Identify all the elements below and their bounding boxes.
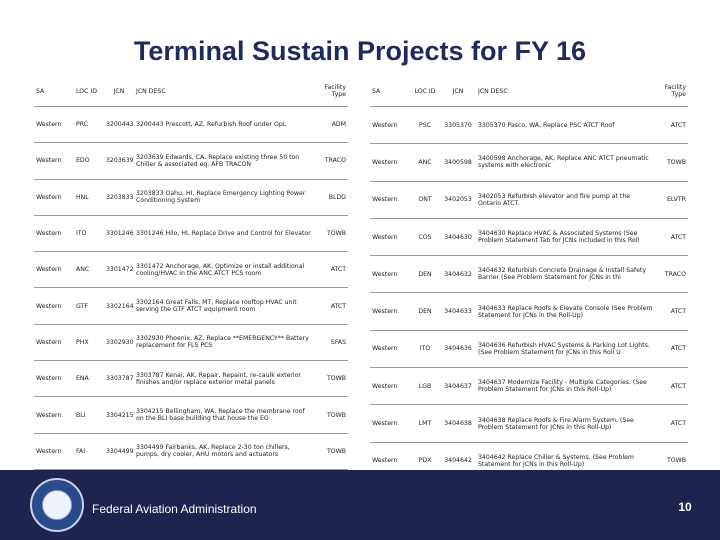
cell-jcn: 3305370 (444, 121, 472, 129)
cell-sa: Western (36, 302, 62, 310)
table-row (370, 293, 688, 330)
cell-jcn-desc: 3404638 Replace Roofs & Fire Alarm System. (See Problem Statement for JCNs in this Roll-Up) (478, 416, 634, 431)
cell-sa: Western (36, 411, 62, 419)
table-row (34, 252, 348, 288)
cell-loc-id: GTF (76, 302, 88, 310)
table-header-row (34, 76, 348, 107)
cell-sa: Western (36, 121, 62, 129)
header-loc-id: LOC ID (414, 87, 436, 95)
cell-sa: Western (372, 270, 398, 278)
cell-loc-id: ITO (76, 230, 87, 238)
table-row (34, 107, 348, 143)
cell-facility-type: TOWB (326, 411, 346, 419)
cell-facility-type: ATCT (670, 420, 686, 428)
table-row (34, 324, 348, 360)
header-jcn: JCN (113, 87, 125, 95)
cell-jcn-desc: 3203639 Edwards, CA, Replace existing three 50 ton Chiller & associated eq. AFB TRACON (136, 153, 300, 168)
cell-sa: Western (372, 308, 398, 316)
agency-name: Federal Aviation Administration (92, 502, 257, 516)
cell-loc-id: BLI (76, 411, 86, 419)
cell-jcn-desc: 3304499 Fairbanks, AK, Replace 2-30 ton chillers, pumps, dry cooler, AHU motors and actuators (136, 444, 290, 459)
cell-facility-type: SFAS (330, 338, 346, 346)
cell-facility-type: TRACO (664, 270, 686, 278)
page-number: 10 (678, 500, 692, 514)
table-row (34, 143, 348, 179)
cell-facility-type: ATCT (330, 302, 346, 310)
cell-sa: Western (372, 158, 398, 166)
table-row (370, 256, 688, 293)
cell-sa: Western (36, 447, 62, 455)
cell-sa: Western (36, 193, 62, 201)
cell-jcn-desc: 3404642 Replace Chiller & Systems. (See Problem Statement for JCNs in this Roll-Up) (478, 453, 634, 468)
cell-facility-type: TOWB (326, 230, 346, 238)
cell-sa: Western (36, 375, 62, 383)
cell-jcn-desc: 3302930 Phoenix, AZ, Replace **EMERGENCY** Battery replacement for FLS PCS (136, 335, 309, 350)
cell-facility-type: TRACO (324, 157, 346, 165)
cell-jcn-desc: 3301246 Hilo, HI, Replace Drive and Control for Elevator (136, 230, 311, 238)
cell-sa: Western (36, 157, 62, 165)
header-jcn-desc: JCN DESC (478, 87, 508, 95)
cell-jcn: 3301472 (106, 266, 134, 274)
cell-sa: Western (36, 266, 62, 274)
cell-loc-id: DEN (418, 270, 432, 278)
cell-jcn: 3304215 (106, 411, 134, 419)
cell-facility-type: ATCT (330, 266, 346, 274)
cell-jcn: 3400598 (444, 158, 472, 166)
table-row (370, 368, 688, 405)
cell-jcn-desc: 3305370 Pasco, WA, Replace PSC ATCT Roof (478, 121, 615, 129)
cell-loc-id: EDO (76, 157, 90, 165)
table-row (370, 144, 688, 181)
cell-jcn-desc: 3404632 Refurbish Concrete Drainage & Install Safety Barrier (See Problem Statement for JCNs in thi (478, 267, 647, 282)
header-jcn-desc: JCN DESC (136, 87, 166, 95)
cell-loc-id: LGB (418, 382, 432, 390)
table-row (34, 179, 348, 215)
cell-loc-id: PDX (418, 457, 432, 465)
cell-jcn: 3404637 (444, 382, 472, 390)
cell-jcn: 3303787 (106, 375, 134, 383)
cell-jcn: 3301246 (106, 230, 134, 238)
cell-facility-type: TOWB (666, 158, 686, 166)
cell-facility-type: TOWB (326, 375, 346, 383)
cell-loc-id: DEN (418, 308, 432, 316)
cell-loc-id: ANC (418, 158, 432, 166)
table-header-row (370, 76, 688, 107)
cell-jcn-desc: 3400598 Anchorage, AK, Replace ANC ATCT pneumatic systems with electronic (478, 155, 649, 170)
cell-jcn: 3404636 (444, 345, 472, 353)
cell-jcn: 3200443 (106, 121, 134, 129)
cell-facility-type: BLDG (328, 193, 346, 201)
table-row (370, 181, 688, 218)
cell-jcn: 3203639 (106, 157, 134, 165)
cell-loc-id: LMT (418, 420, 432, 428)
cell-jcn-desc: 3302164 Great Falls, MT, Replace rooftop HVAC unit serving the GTF ATCT equipment room (136, 299, 297, 314)
cell-sa: Western (372, 196, 398, 204)
header-sa: SA (36, 87, 45, 95)
cell-loc-id: ONT (418, 196, 432, 204)
cell-loc-id: ITO (419, 345, 431, 353)
cell-jcn-desc: 3301472 Anchorage, AK, Optimize or install additional cooling/HVAC in the ANC ATCT PCS room (136, 262, 305, 277)
table-row (370, 218, 688, 255)
header-jcn: JCN (452, 87, 464, 95)
cell-sa: Western (372, 233, 398, 241)
cell-facility-type: ATCT (670, 382, 686, 390)
cell-jcn: 3404630 (444, 233, 472, 241)
cell-facility-type: ATCT (670, 308, 686, 316)
seal-inner (42, 490, 72, 520)
cell-jcn: 3304499 (106, 447, 134, 455)
table-row (34, 215, 348, 251)
cell-jcn-desc: 3303787 Kenai, AK, Repair, Repaint, re-caulk exterior finishes and/or replace exterior metal panels (136, 371, 301, 386)
cell-sa: Western (372, 382, 398, 390)
table-row (34, 288, 348, 324)
cell-sa: Western (36, 230, 62, 238)
table-row (370, 107, 688, 144)
cell-jcn-desc: 3203833 Oahu, HI, Replace Emergency Lighting Power Conditioning System (136, 190, 306, 205)
cell-loc-id: ANC (76, 266, 90, 274)
cell-jcn: 3302930 (106, 338, 134, 346)
cell-sa: Western (372, 345, 398, 353)
cell-jcn-desc: 3404636 Refurbish HVAC Systems & Parking Lot Lights. (See Problem Statement for JCNs in this Roll U (478, 341, 650, 356)
cell-facility-type: ATCT (670, 233, 686, 241)
cell-facility-type: ATCT (670, 121, 686, 129)
cell-facility-type: ADM (331, 121, 346, 129)
cell-jcn-desc: 3404637 Modernize Facility - Multiple Categories. (See Problem Statement for JCNs in this Roll-Up) (478, 379, 647, 394)
page-title: Terminal Sustain Projects for FY 16 (133, 36, 587, 66)
cell-jcn-desc: 3404630 Replace HVAC & Associated Systems (See Problem Statement Tab for JCNs included in this Roll (478, 230, 640, 245)
faa-seal-icon (30, 478, 84, 532)
header-facility-type: Facility Type (664, 84, 686, 98)
cell-loc-id: ENA (76, 375, 89, 383)
header-facility-type: Facility Type (324, 84, 346, 98)
cell-sa: Western (372, 420, 398, 428)
cell-jcn-desc: 3402053 Refurbish elevator and fire pump at the Ontario ATCT. (478, 192, 631, 207)
cell-jcn: 3404642 (444, 457, 472, 465)
header-loc-id: LOC ID (76, 87, 97, 95)
cell-loc-id: COS (418, 233, 432, 241)
cell-loc-id: PSC (419, 121, 431, 129)
cell-jcn: 3302164 (106, 302, 134, 310)
cell-jcn-desc: 3404633 Replace Roofs & Elevate Console (See Problem Statement for JCNs in the Roll-Up) (478, 304, 653, 319)
cell-facility-type: TOWB (326, 447, 346, 455)
cell-sa: Western (372, 457, 398, 465)
table-row (34, 433, 348, 469)
cell-loc-id: HNL (76, 193, 89, 201)
cell-jcn: 3404633 (444, 308, 472, 316)
projects-table-left (34, 76, 348, 506)
cell-loc-id: PRC (76, 121, 89, 129)
cell-jcn: 3404638 (444, 420, 472, 428)
table-row (34, 361, 348, 397)
cell-loc-id: PHX (76, 338, 89, 346)
cell-sa: Western (372, 121, 398, 129)
table-row (370, 405, 688, 442)
cell-sa: Western (36, 338, 62, 346)
cell-jcn: 3402053 (444, 196, 472, 204)
cell-loc-id: FAI (76, 447, 86, 455)
cell-facility-type: ATCT (670, 345, 686, 353)
cell-facility-type: ELVTR (667, 196, 686, 204)
cell-facility-type: TOWB (666, 457, 686, 465)
cell-jcn: 3404632 (444, 270, 472, 278)
cell-jcn: 3203833 (106, 193, 134, 201)
cell-jcn-desc: 3304215 Bellingham, WA, Replace the membrane roof on the BLI base building that house the EG (136, 408, 305, 423)
table-row (34, 397, 348, 433)
table-row (370, 330, 688, 367)
projects-table-right (370, 76, 688, 517)
footer-bar (0, 470, 720, 540)
header-sa: SA (372, 87, 381, 95)
cell-jcn-desc: 3200443 Prescott, AZ, Refurbish Roof under OpL (136, 121, 287, 129)
